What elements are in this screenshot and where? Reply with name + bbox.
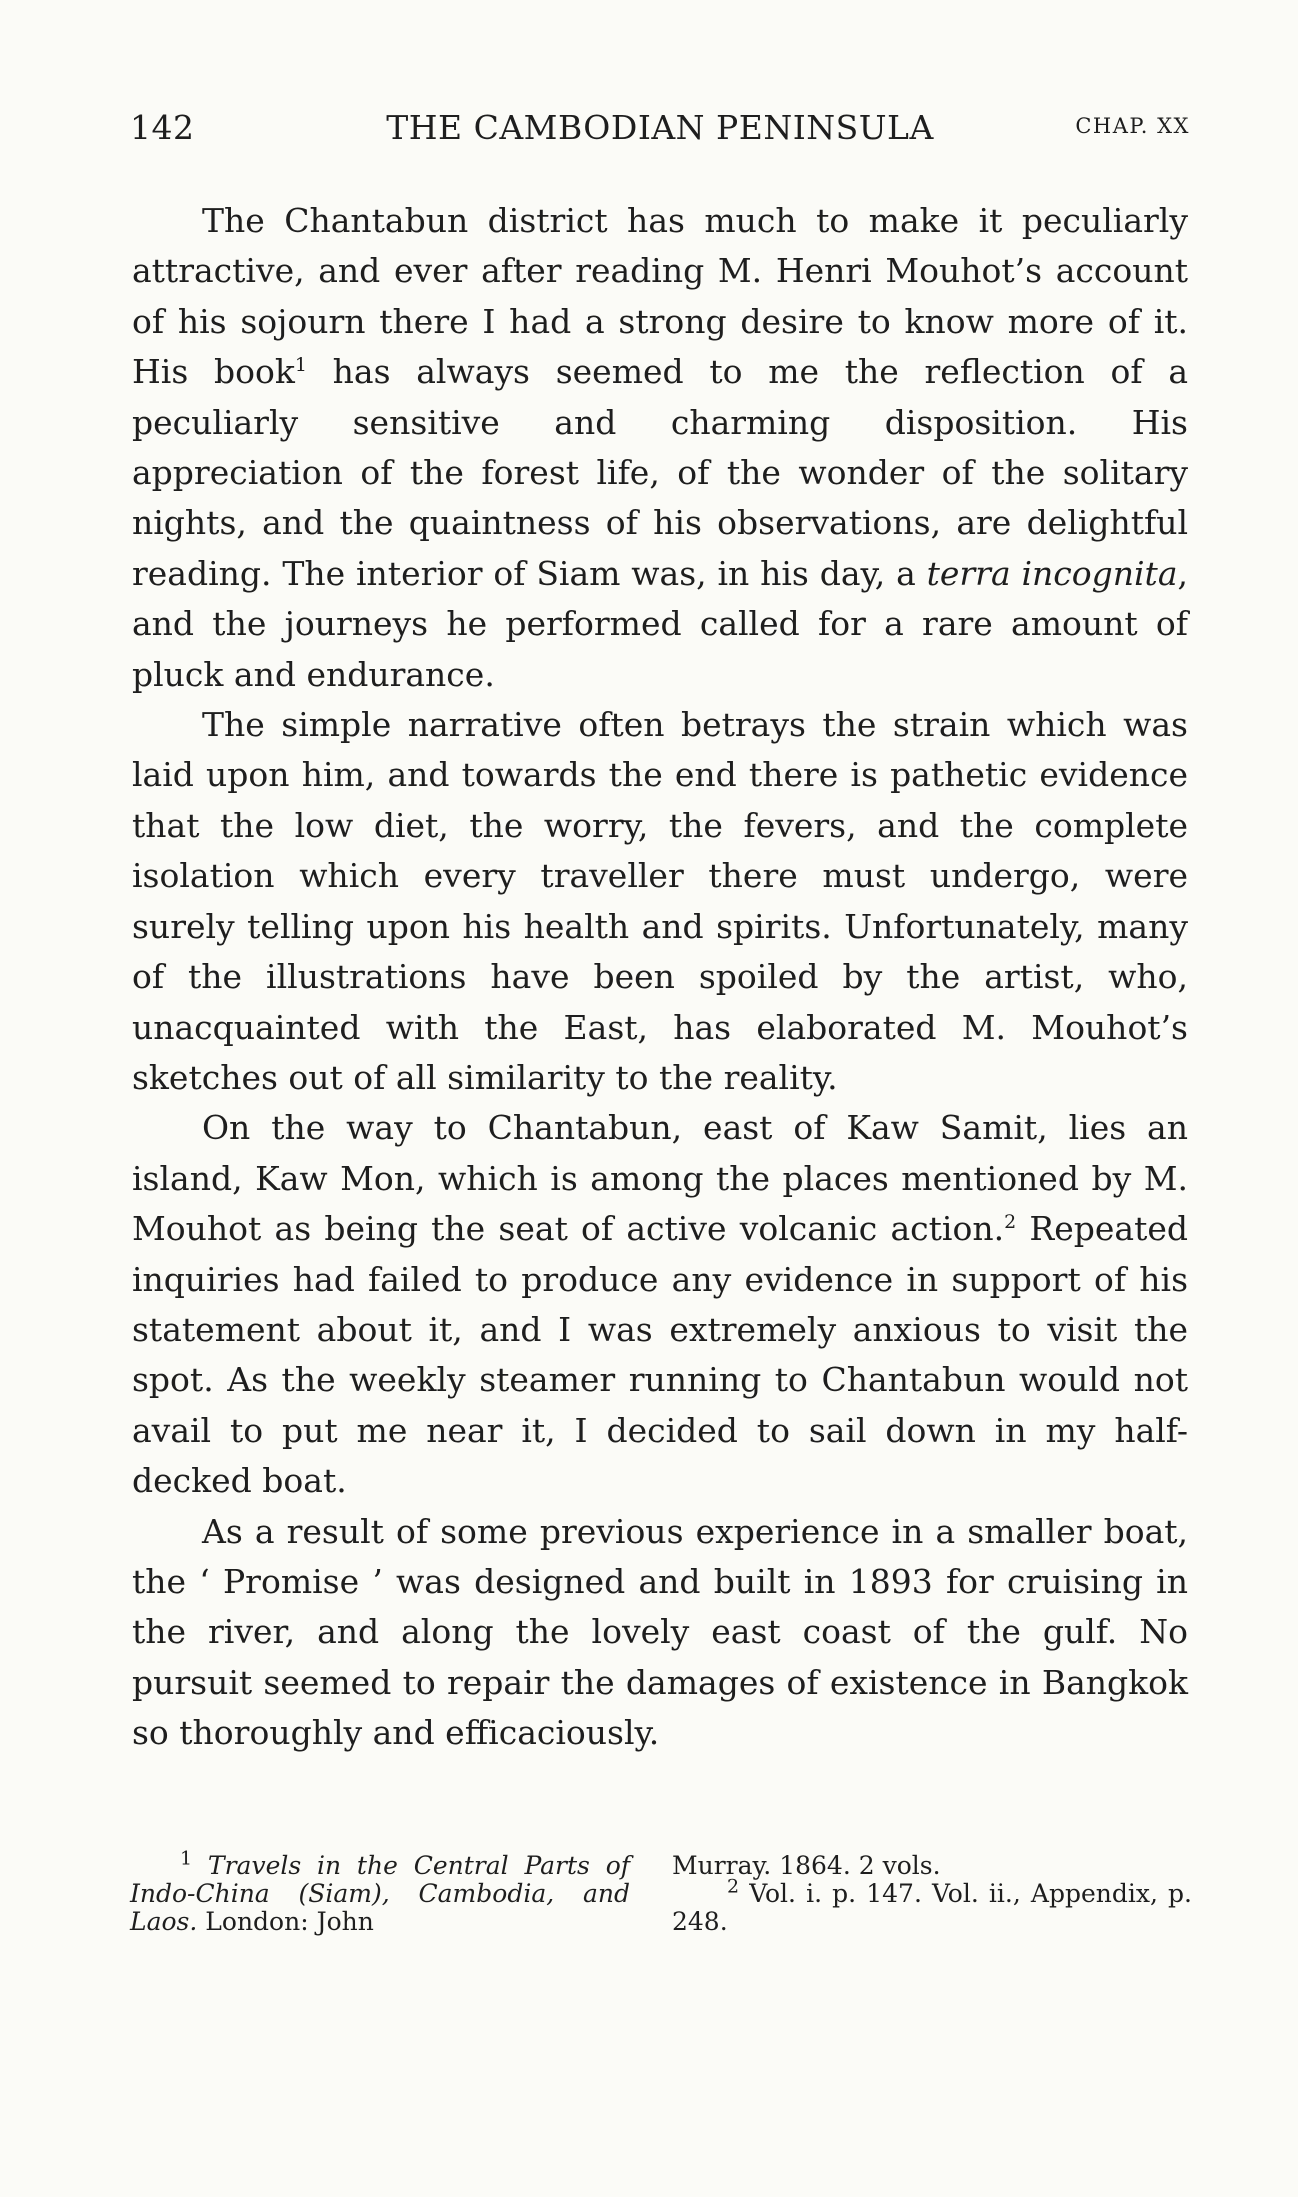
running-title: THE CAMBODIAN PENINSULA — [386, 108, 934, 147]
p1-italic-phrase: terra incognita — [926, 553, 1178, 593]
footnote-2-text: Vol. i. p. 147. Vol. ii., Appendix, p. 248. — [672, 1879, 1192, 1936]
p1-text-a: The Chantabun district has much to make it peculiarly attractive, and ever after reading M. Henri Mouhot’s account of his sojourn there I had a strong desire to know more of it. His book — [132, 201, 1188, 392]
footnote-1-continued: Murray. 1864. 2 vols. — [672, 1851, 941, 1880]
body-text — [132, 196, 1188, 1759]
footnote-ref-1: 1 — [294, 354, 307, 377]
p1-text-b: has always seemed to me the reflection of a peculiarly sensitive and charming disposition. His appreciation of the forest life, of the wonder of the solitary nights, and the quaintness of his observations, are delightful reading. The interior of Siam was, in his day, a — [132, 352, 1188, 593]
footnote-2 — [672, 1875, 1192, 1936]
footnote-ref-2: 2 — [1004, 1211, 1017, 1234]
footnote-1-title: Travels in the Central Parts of Indo-China (Siam), Cambodia, and Laos. — [130, 1851, 630, 1936]
p1-text-c: , and the journeys he performed called for a rare amount of pluck and endurance. — [132, 553, 1188, 694]
paragraph-1 — [132, 196, 1188, 700]
running-header — [130, 108, 1190, 158]
page-number: 142 — [130, 108, 195, 147]
footnote-column-right — [672, 1852, 1192, 1936]
paragraph-4: As a result of some previous experience in a smaller boat, the ‘ Promise ’ was designed and built in 1893 for cruising in the river, and along the lovely east coast of the gulf. No pursuit seemed to repair the damages of existence in Bangkok so thoroughly and efficaciously. — [132, 1511, 1188, 1753]
p3-text-b: Repeated inquiries had failed to produce any evidence in support of his statement about it, and I was extremely anxious to visit the spot. As the weekly steamer running to Chantabun would not avail to put me near it, I decided to sail down in my half-decked boat. — [132, 1209, 1189, 1501]
footnote-1 — [130, 1847, 630, 1936]
footnote-2-mark: 2 — [727, 1875, 740, 1898]
chapter-label: CHAP. XX — [1075, 114, 1190, 138]
p3-text-a: On the way to Chantabun, east of Kaw Samit, lies an island, Kaw Mon, which is among the places mentioned by M. Mouhot as being the seat of active volcanic action. — [132, 1108, 1188, 1249]
footnotes — [130, 1847, 1192, 1936]
footnote-1-mark: 1 — [180, 1847, 193, 1870]
footnote-1-publisher: London: John — [197, 1907, 374, 1936]
paragraph-2: The simple narrative often betrays the strain which was laid upon him, and towards the end there is pathetic evidence that the low diet, the worry, the fevers, and the complete isolation which every traveller there must undergo, were surely telling upon his health and spirits. Unfortunately, many of the illustrations have been spoiled by the artist, who, unacquainted with the East, has elaborated M. Mouhot’s sketches out of all similarity to the reality. — [132, 705, 1188, 1097]
paragraph-3 — [132, 1103, 1188, 1506]
